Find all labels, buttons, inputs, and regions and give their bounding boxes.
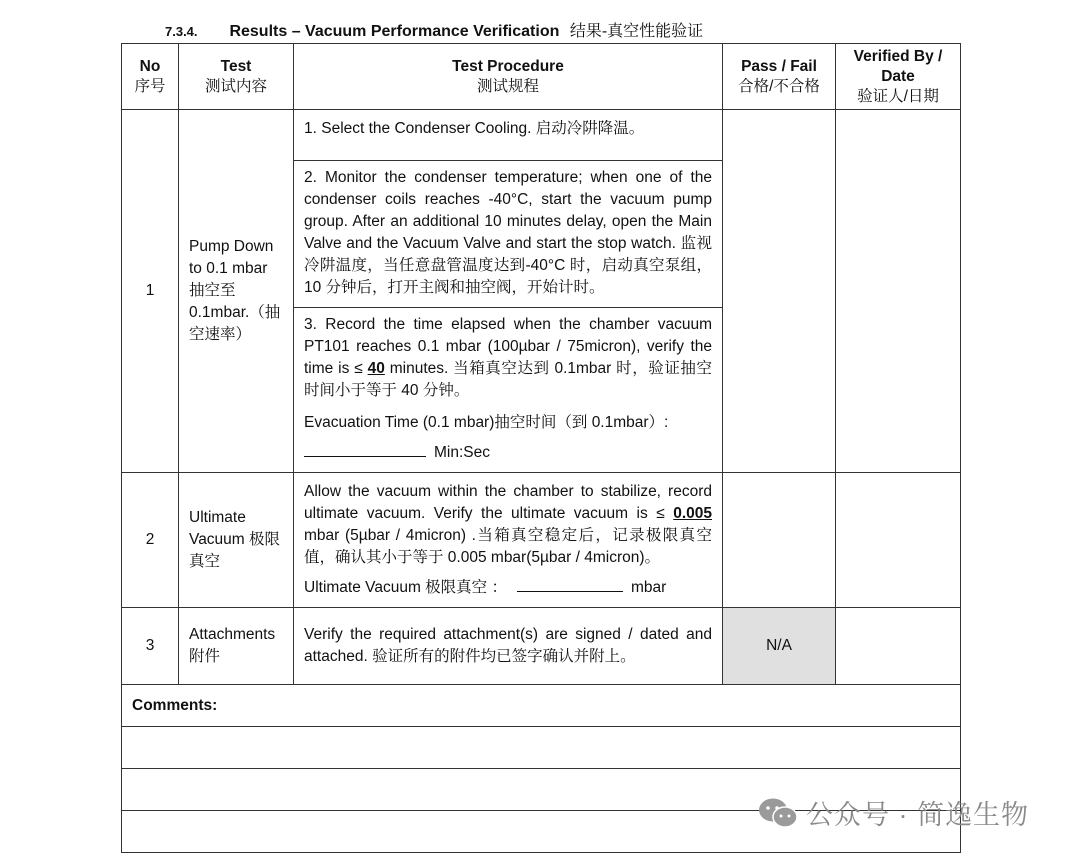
procedure-cell: Verify the required attachment(s) are signed / dated and attached. 验证所有的附件均已签字确认并附上。 [294, 608, 723, 685]
verified-cell[interactable] [836, 608, 961, 685]
test-name: Attachments 附件 [179, 608, 294, 685]
table-row [122, 110, 961, 473]
procedure-step: 2. Monitor the condenser temperature; when one of the condenser coils reaches -40°C, start the vacuum pump group. After an additional 10 minutes delay, open the Main Valve and the Vacuum Valve and start the stop watch. 监视冷阱温度，当任意盘管温度达到-40°C 时，启动真空泵组，10 分钟后，打开主阀和抽空阀，开始计时。 [294, 161, 722, 308]
evacuation-time-label: Evacuation Time (0.1 mbar)抽空时间（到 0.1mbar）: [304, 414, 669, 431]
comment-field[interactable] [122, 727, 961, 769]
watermark [758, 793, 1029, 832]
header-row [122, 44, 961, 110]
header-procedure: Test Procedure 测试规程 [294, 44, 723, 110]
comment-line [122, 727, 961, 769]
header-test: Test 测试内容 [179, 44, 294, 110]
table-row [122, 608, 961, 685]
comments-label: Comments: [122, 685, 961, 727]
header-no: No 序号 [122, 44, 179, 110]
section-title-zh: 结果-真空性能验证 [569, 23, 704, 40]
header-pass-fail: Pass / Fail 合格/不合格 [723, 44, 836, 110]
procedure-step: 1. Select the Condenser Cooling. 启动冷阱降温。 [294, 110, 722, 161]
section-heading [165, 18, 703, 41]
test-name: Pump Down to 0.1 mbar 抽空至0.1mbar.（抽空速率） [179, 110, 294, 473]
procedure-cell: Allow the vacuum within the chamber to stabilize, record ultimate vacuum. Verify the ultimate vacuum is ≤ 0.005 mbar (5µbar / 4micron) .当箱真空稳定后，记录极限真空值，确认其小于等于 0.005 mbar(5µbar / 4micron)。 Ultimate Vacuum 极限真空 ： mbar [294, 473, 723, 608]
pass-fail-cell[interactable] [723, 473, 836, 608]
pass-fail-na: N/A [723, 608, 836, 685]
table-row [122, 473, 961, 608]
verified-cell[interactable] [836, 110, 961, 473]
test-name: Ultimate Vacuum 极限真空 [179, 473, 294, 608]
row-number: 1 [122, 110, 179, 473]
vacuum-limit-value: 0.005 [673, 505, 712, 522]
verification-table [121, 43, 961, 853]
ultimate-vacuum-label: Ultimate Vacuum 极限真空 ： [304, 579, 507, 596]
evacuation-time-field[interactable] [304, 442, 426, 457]
row-number: 2 [122, 473, 179, 608]
ultimate-vacuum-field[interactable] [517, 577, 623, 592]
evacuation-time-unit: Min:Sec [434, 444, 490, 461]
time-limit-value: 40 [367, 360, 385, 377]
section-title-en: Results – Vacuum Performance Verification [229, 23, 560, 40]
verified-cell[interactable] [836, 473, 961, 608]
ultimate-vacuum-unit: mbar [630, 579, 667, 596]
section-number: 7.3.4. [165, 24, 198, 39]
comments-header-row [122, 685, 961, 727]
wechat-icon [758, 796, 798, 830]
header-verified: Verified By / Date 验证人/日期 [836, 44, 961, 110]
procedure-cell [294, 110, 723, 473]
watermark-text: 公众号 · 简逸生物 [806, 800, 1029, 830]
pass-fail-cell[interactable] [723, 110, 836, 473]
row-number: 3 [122, 608, 179, 685]
procedure-step: 3. Record the time elapsed when the chamber vacuum PT101 reaches 0.1 mbar (100µbar / 75micron), verify the time is ≤ 40 minutes. 当箱真空达到 0.1mbar 时，验证抽空时间小于等于 40 分钟。 Evacuation Time (0.1 mbar)抽空时间（到 0.1mbar）: Min:Sec [304, 316, 713, 461]
